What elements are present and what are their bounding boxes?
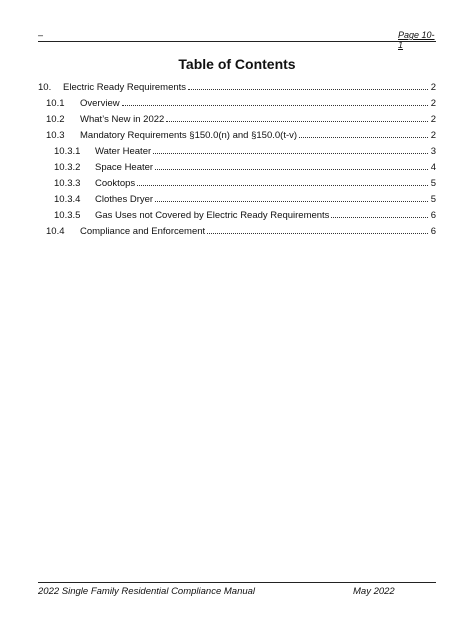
toc-entry-10-4[interactable] [38, 224, 436, 240]
toc-dot-leader [299, 129, 428, 138]
toc-entry-10-3-2[interactable] [38, 160, 436, 176]
toc-entry-title: Gas Uses not Covered by Electric Ready Requirements [95, 210, 330, 221]
toc-dot-leader [188, 81, 428, 90]
toc-dot-leader [137, 177, 428, 186]
header-divider [38, 41, 436, 42]
toc-entry-title: Electric Ready Requirements [63, 82, 187, 93]
toc-entry-page: 3 [430, 146, 436, 157]
toc-entry-page: 2 [430, 82, 436, 93]
toc-entry-10-3-3[interactable] [38, 176, 436, 192]
toc-entry-number: 10.2 [46, 114, 65, 125]
toc-entry-title: Overview [80, 98, 120, 109]
toc-entry-number: 10. [38, 82, 52, 93]
page-footer [38, 586, 436, 598]
toc-dot-leader [166, 113, 428, 122]
toc-entry-10-3-5[interactable] [38, 208, 436, 224]
toc-entry-number: 10.3.4 [54, 194, 81, 205]
footer-manual-title: 2022 Single Family Residential Compliance Manual [38, 586, 256, 597]
toc-entry-10-3-1[interactable] [38, 144, 436, 160]
toc-dot-leader [155, 161, 428, 170]
toc-entry-title: Clothes Dryer [95, 194, 154, 205]
toc-title: Table of Contents [178, 56, 296, 72]
toc-entry-10[interactable] [38, 80, 436, 96]
toc-entry-title: Mandatory Requirements §150.0(n) and §150.0(t-v) [80, 130, 298, 141]
toc-entry-title: Space Heater [95, 162, 154, 173]
toc-entry-page: 6 [430, 210, 436, 221]
toc-dot-leader [331, 209, 428, 218]
toc-entry-page: 2 [430, 130, 436, 141]
toc-entry-page: 4 [430, 162, 436, 173]
toc-entry-title: Compliance and Enforcement [80, 226, 206, 237]
toc-entry-10-2[interactable] [38, 112, 436, 128]
toc-dot-leader [207, 225, 428, 234]
toc-entry-number: 10.3.2 [54, 162, 81, 173]
toc-entry-number: 10.4 [46, 226, 65, 237]
toc-dot-leader [155, 193, 428, 202]
header-dash: – [38, 30, 44, 40]
toc-entry-number: 10.3.5 [54, 210, 81, 221]
toc-entry-10-3-4[interactable] [38, 192, 436, 208]
toc-dot-leader [122, 97, 428, 106]
toc-entry-page: 2 [430, 114, 436, 125]
toc-entry-10-3[interactable] [38, 128, 436, 144]
toc-entry-title: Water Heater [95, 146, 152, 157]
footer-divider [38, 582, 436, 583]
table-of-contents [38, 80, 436, 240]
toc-entry-number: 10.3.3 [54, 178, 81, 189]
toc-entry-title: Cooktops [95, 178, 136, 189]
toc-entry-10-1[interactable] [38, 96, 436, 112]
toc-entry-number: 10.3 [46, 130, 65, 141]
toc-entry-page: 5 [430, 178, 436, 189]
toc-dot-leader [153, 145, 428, 154]
toc-entry-title: What’s New in 2022 [80, 114, 165, 125]
toc-entry-page: 6 [430, 226, 436, 237]
footer-date: May 2022 [353, 586, 395, 597]
toc-entry-page: 2 [430, 98, 436, 109]
toc-entry-page: 5 [430, 194, 436, 205]
toc-entry-number: 10.3.1 [54, 146, 81, 157]
toc-entry-number: 10.1 [46, 98, 65, 109]
header-page-number: Page 10-1 [398, 30, 435, 50]
